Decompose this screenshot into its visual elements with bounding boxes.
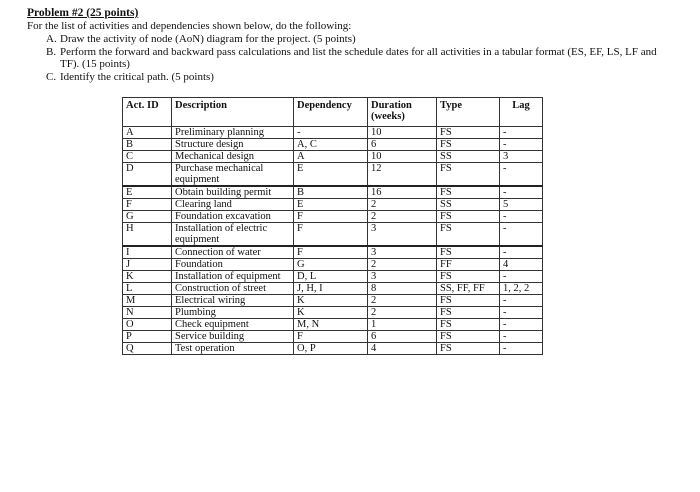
cell-description: Structure design [172, 139, 294, 151]
cell-duration: 1 [368, 319, 437, 331]
col-header-duration: Duration (weeks) [368, 98, 437, 127]
cell-description: Electrical wiring [172, 295, 294, 307]
cell-duration: 6 [368, 331, 437, 343]
table-row [123, 139, 543, 151]
cell-lag: - [500, 223, 543, 247]
cell-duration: 2 [368, 199, 437, 211]
cell-dependency: D, L [294, 271, 368, 283]
cell-lag: - [500, 139, 543, 151]
table-row [123, 307, 543, 319]
cell-description: Preliminary planning [172, 127, 294, 139]
cell-dependency: A, C [294, 139, 368, 151]
cell-act-id: P [123, 331, 172, 343]
cell-act-id: A [123, 127, 172, 139]
task-letter: A. [46, 33, 57, 45]
cell-dependency: F [294, 331, 368, 343]
cell-act-id: G [123, 211, 172, 223]
cell-description: Foundation [172, 259, 294, 271]
table-row [123, 199, 543, 211]
cell-duration: 6 [368, 139, 437, 151]
cell-lag: - [500, 319, 543, 331]
cell-lag: - [500, 186, 543, 199]
cell-description: Plumbing [172, 307, 294, 319]
cell-description: Mechanical design [172, 151, 294, 163]
cell-description: Foundation excavation [172, 211, 294, 223]
problem-intro: For the list of activities and dependencies shown below, do the following: [27, 20, 352, 32]
cell-lag: - [500, 211, 543, 223]
col-header-description: Description [172, 98, 294, 127]
cell-duration: 8 [368, 283, 437, 295]
table-row [123, 271, 543, 283]
cell-duration: 2 [368, 295, 437, 307]
table-row [123, 331, 543, 343]
cell-dependency: F [294, 246, 368, 259]
cell-dependency: E [294, 199, 368, 211]
cell-act-id: L [123, 283, 172, 295]
cell-duration: 3 [368, 246, 437, 259]
cell-act-id: J [123, 259, 172, 271]
cell-act-id: I [123, 246, 172, 259]
table-row [123, 223, 543, 247]
table-row [123, 283, 543, 295]
cell-duration: 12 [368, 163, 437, 187]
cell-dependency: K [294, 295, 368, 307]
cell-type: FS [437, 223, 500, 247]
table-row [123, 127, 543, 139]
table-row [123, 151, 543, 163]
cell-act-id: F [123, 199, 172, 211]
cell-type: FS [437, 186, 500, 199]
table-row [123, 186, 543, 199]
cell-type: FS [437, 246, 500, 259]
table-header-row [123, 98, 543, 127]
cell-type: FS [437, 343, 500, 355]
cell-type: FS [437, 127, 500, 139]
cell-act-id: K [123, 271, 172, 283]
table-row [123, 163, 543, 187]
cell-duration: 10 [368, 127, 437, 139]
task-letter: B. [46, 45, 57, 58]
cell-lag: 5 [500, 199, 543, 211]
cell-type: SS [437, 199, 500, 211]
problem-title: Problem #2 (25 points) [27, 7, 139, 19]
cell-lag: - [500, 295, 543, 307]
cell-act-id: B [123, 139, 172, 151]
task-item-b [46, 46, 666, 71]
cell-description: Test operation [172, 343, 294, 355]
cell-dependency: F [294, 211, 368, 223]
cell-duration: 16 [368, 186, 437, 199]
cell-type: FS [437, 211, 500, 223]
cell-act-id: O [123, 319, 172, 331]
cell-duration: 2 [368, 307, 437, 319]
cell-lag: - [500, 246, 543, 259]
cell-description: Obtain building permit [172, 186, 294, 199]
cell-act-id: C [123, 151, 172, 163]
cell-act-id: M [123, 295, 172, 307]
cell-lag: - [500, 163, 543, 187]
cell-type: FS [437, 139, 500, 151]
cell-dependency: O, P [294, 343, 368, 355]
cell-type: FS [437, 307, 500, 319]
cell-type: FS [437, 163, 500, 187]
cell-dependency: G [294, 259, 368, 271]
cell-description: Installation of equipment [172, 271, 294, 283]
task-text: Draw the activity of node (AoN) diagram for the project. (5 points) [60, 33, 356, 45]
cell-duration: 4 [368, 343, 437, 355]
cell-dependency: J, H, I [294, 283, 368, 295]
cell-lag: 3 [500, 151, 543, 163]
cell-duration: 3 [368, 223, 437, 247]
cell-dependency: A [294, 151, 368, 163]
cell-type: FF [437, 259, 500, 271]
activities-table [122, 97, 543, 355]
cell-type: SS [437, 151, 500, 163]
table-row [123, 246, 543, 259]
table-row [123, 295, 543, 307]
cell-lag: 4 [500, 259, 543, 271]
task-item-c [46, 71, 666, 84]
cell-act-id: Q [123, 343, 172, 355]
cell-lag: - [500, 331, 543, 343]
cell-lag: - [500, 271, 543, 283]
cell-dependency: B [294, 186, 368, 199]
cell-dependency: F [294, 223, 368, 247]
cell-description: Connection of water [172, 246, 294, 259]
cell-act-id: E [123, 186, 172, 199]
cell-description: Check equipment [172, 319, 294, 331]
cell-type: SS, FF, FF [437, 283, 500, 295]
task-list [46, 33, 666, 83]
cell-type: FS [437, 295, 500, 307]
table-row [123, 343, 543, 355]
table-row [123, 211, 543, 223]
table-body [123, 127, 543, 355]
cell-description: Service building [172, 331, 294, 343]
cell-type: FS [437, 319, 500, 331]
cell-dependency: M, N [294, 319, 368, 331]
cell-description: Installation of electric equipment [172, 223, 294, 247]
col-header-lag: Lag [500, 98, 543, 127]
cell-lag: - [500, 127, 543, 139]
table-row [123, 259, 543, 271]
cell-lag: 1, 2, 2 [500, 283, 543, 295]
cell-type: FS [437, 331, 500, 343]
task-letter: C. [46, 70, 57, 83]
col-header-act-id: Act. ID [123, 98, 172, 127]
cell-duration: 10 [368, 151, 437, 163]
cell-duration: 3 [368, 271, 437, 283]
cell-description: Purchase mechanical equipment [172, 163, 294, 187]
cell-act-id: H [123, 223, 172, 247]
task-text: Identify the critical path. (5 points) [60, 70, 214, 83]
cell-dependency: - [294, 127, 368, 139]
cell-act-id: N [123, 307, 172, 319]
col-header-type: Type [437, 98, 500, 127]
cell-duration: 2 [368, 211, 437, 223]
cell-lag: - [500, 343, 543, 355]
task-text: Perform the forward and backward pass calculations and list the schedule dates for all activities in a tabular format (ES, EF, LS, LF and TF). (15 points) [60, 45, 657, 70]
cell-description: Construction of street [172, 283, 294, 295]
cell-dependency: K [294, 307, 368, 319]
col-header-dependency: Dependency [294, 98, 368, 127]
cell-lag: - [500, 307, 543, 319]
cell-act-id: D [123, 163, 172, 187]
cell-type: FS [437, 271, 500, 283]
cell-description: Clearing land [172, 199, 294, 211]
table-row [123, 319, 543, 331]
task-item-a [46, 33, 666, 46]
cell-duration: 2 [368, 259, 437, 271]
cell-dependency: E [294, 163, 368, 187]
